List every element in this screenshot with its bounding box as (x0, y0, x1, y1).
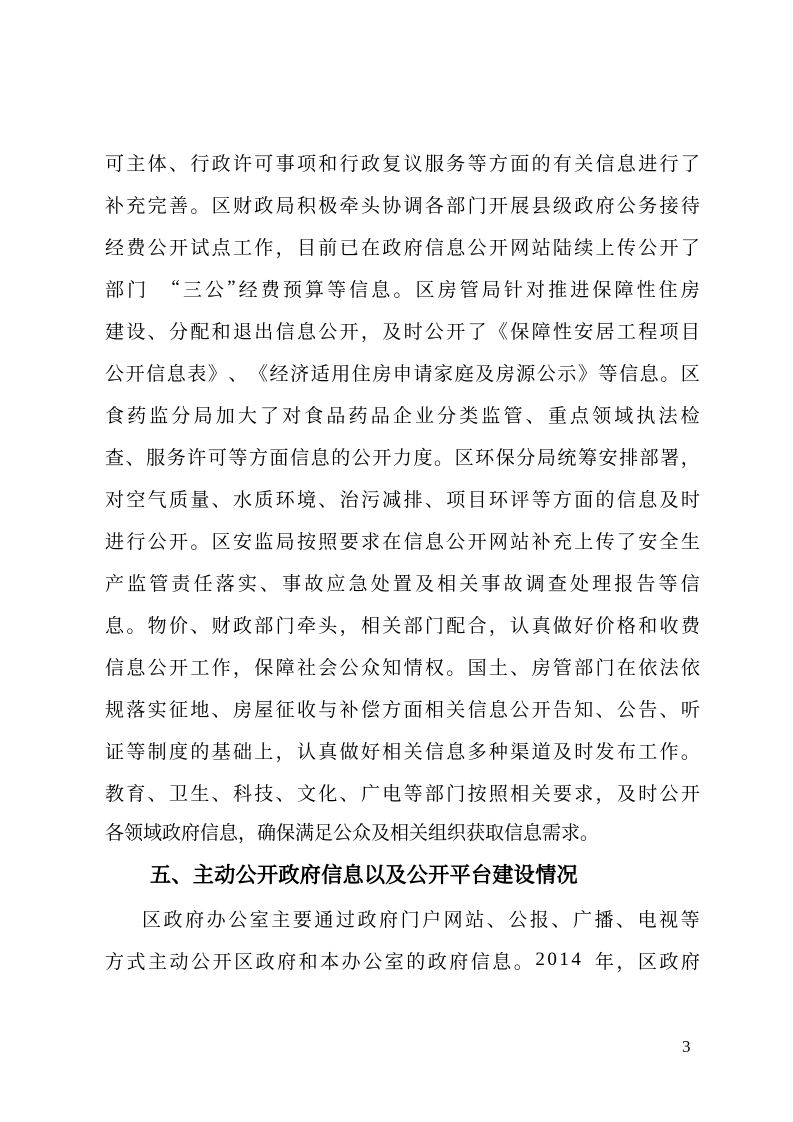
text-line: 进 行 公 开 。 区 安 监 局 按 照 要 求 在 信 息 公 开 网 站 补 充 上 传 了 安 全 生 (105, 531, 700, 553)
text-line: 建 设 、 分 配 和 退 出 信 息 公 开 ， 及 时 公 开 了 《 保 障 性 安 居 工 程 项 目 (105, 321, 700, 343)
text-line: 规 落 实 征 地 、 房 屋 征 收 与 补 偿 方 面 相 关 信 息 公 开 告 知 、 公 告 、 听 (105, 699, 700, 721)
text-line: 可 主 体 、 行 政 许 可 事 项 和 行 政 复 议 服 务 等 方 面 的 有 关 信 息 进 行 了 (105, 153, 700, 175)
text-line: 区 政 府 办 公 室 主 要 通 过 政 府 门 户 网 站 、 公 报 、 广 播 、 电 视 等 (142, 909, 700, 931)
document-body (105, 141, 700, 981)
text-line: 各领域政府信息，确保满足公众及相关组织获取信息需求。 (105, 823, 600, 844)
text-line: 产 监 管 责 任 落 实 、 事 故 应 急 处 置 及 相 关 事 故 调 查 处 理 报 告 等 信 (105, 573, 700, 595)
text-line: 教 育 、 卫 生 、 科 技 、 文 化 、 广 电 等 部 门 按 照 相 关 要 求 ， 及 时 公 开 (105, 783, 700, 805)
section-heading: 五、主动公开政府信息以及公开平台建设情况 (150, 864, 578, 887)
text-line: 信 息 公 开 工 作 ， 保 障 社 会 公 众 知 情 权 。 国 土 、 房 管 部 门 在 依 法 依 (105, 657, 700, 679)
text-line: 查 、 服 务 许 可 等 方 面 信 息 的 公 开 力 度 。 区 环 保 分 局 统 筹 安 排 部 署 ， (105, 447, 700, 469)
text-line: 方 式 主 动 公 开 区 政 府 和 本 办 公 室 的 政 府 信 息 。 2 0 1 4 年 ， 区 政 府 (105, 949, 700, 973)
page-number: 3 (682, 1037, 691, 1056)
text-line: 对 空 气 质 量 、 水 质 环 境 、 治 污 减 排 、 项 目 环 评 等 方 面 的 信 息 及 时 (105, 489, 700, 511)
text-line: 补 充 完 善 。 区 财 政 局 积 极 牵 头 协 调 各 部 门 开 展 县 级 政 府 公 务 接 待 (105, 195, 700, 217)
text-line: 息 。 物 价 、 财 政 部 门 牵 头 ， 相 关 部 门 配 合 ， 认 真 做 好 价 格 和 收 费 (105, 615, 700, 637)
text-line: 公 开 信 息 表 》 、 《 经 济 适 用 住 房 申 请 家 庭 及 房 源 公 示 》 等 信 息 。 区 (105, 363, 700, 385)
text-line: 证 等 制 度 的 基 础 上 ， 认 真 做 好 相 关 信 息 多 种 渠 道 及 时 发 布 工 作 。 (105, 741, 700, 763)
text-line: 部 门 “ 三 公 ” 经 费 预 算 等 信 息 。 区 房 管 局 针 对 推 进 保 障 性 住 房 (105, 277, 700, 301)
text-line: 经 费 公 开 试 点 工 作 ， 目 前 已 在 政 府 信 息 公 开 网 站 陆 续 上 传 公 开 了 (105, 237, 700, 259)
text-line: 食 药 监 分 局 加 大 了 对 食 品 药 品 企 业 分 类 监 管 、 重 点 领 域 执 法 检 (105, 405, 700, 427)
